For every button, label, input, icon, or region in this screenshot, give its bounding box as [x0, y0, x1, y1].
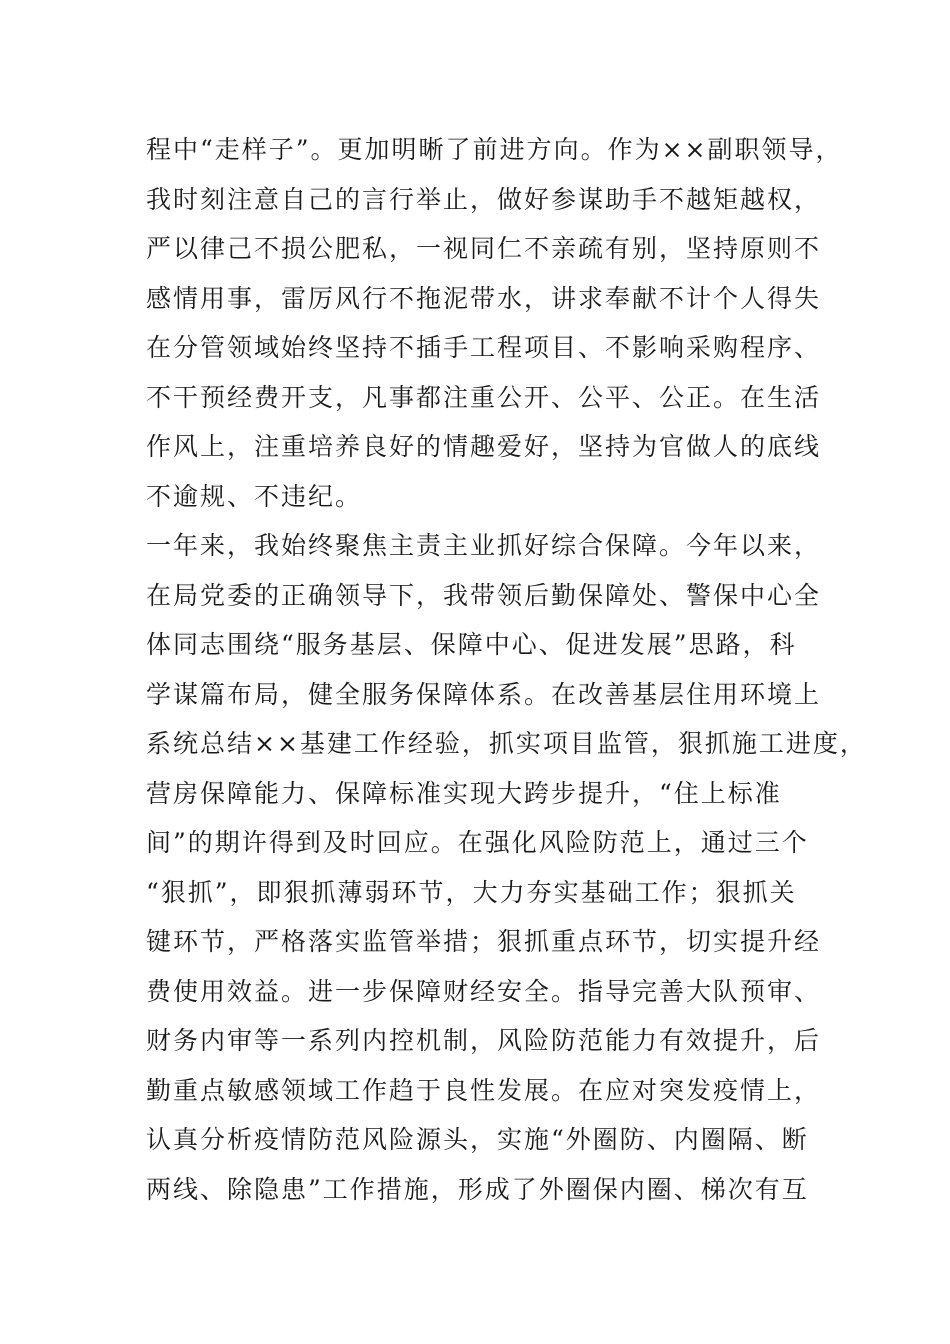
text-line: 程中“走样子”。更加明晰了前进方向。作为××副职领导， [146, 135, 843, 164]
text-line: 在分管领域始终坚持不插手工程项目、不影响采购程序、 [146, 333, 822, 362]
text-line: 严以律己不损公肥私，一视同仁不亲疏有别，坚持原则不 [146, 234, 822, 263]
text-line: 系统总结××基建工作经验，抓实项目监管，狠抓施工进度， [146, 729, 867, 758]
body-text [146, 125, 867, 1214]
text-line: 不逾规、不违纪。 [146, 481, 363, 511]
text-line: 不干预经费开支，凡事都注重公开、公平、公正。在生活 [146, 382, 822, 412]
text-line: 一年来，我始终聚焦主责主业抓好综合保障。今年以来， [146, 531, 822, 560]
text-line: 作风上，注重培养良好的情趣爱好，坚持为官做人的底线 [146, 432, 822, 461]
text-line: 体同志围绕“服务基层、保障中心、促进发展”思路，科 [146, 630, 797, 659]
text-line: 我时刻注意自己的言行举止，做好参谋助手不越矩越权， [146, 184, 822, 214]
text-line: “狠抓”，即狠抓薄弱环节，大力夯实基础工作；狠抓关 [146, 877, 797, 907]
text-line: 在局党委的正确领导下，我带领后勤保障处、警保中心全 [146, 580, 822, 610]
text-line: 间”的期许得到及时回应。在强化风险防范上，通过三个 [146, 828, 809, 857]
text-line: 财务内审等一系列内控机制，风险防范能力有效提升，后 [146, 1026, 822, 1055]
text-line: 勤重点敏感领域工作趋于良性发展。在应对突发疫情上， [146, 1075, 822, 1105]
text-line: 认真分析疫情防范风险源头，实施“外圈防、内圈隔、断 [146, 1125, 809, 1154]
text-line: 两线、除隐患”工作措施，形成了外圈保内圈、梯次有互 [146, 1174, 809, 1204]
text-line: 营房保障能力、保障标准实现大跨步提升，“住上标准 [146, 778, 782, 808]
text-line: 感情用事，雷厉风行不拖泥带水，讲求奉献不计个人得失 [146, 283, 822, 313]
text-line: 费使用效益。进一步保障财经安全。指导完善大队预审、 [146, 976, 822, 1006]
text-line: 键环节，严格落实监管举措；狠抓重点环节，切实提升经 [146, 927, 822, 956]
text-line: 学谋篇布局，健全服务保障体系。在改善基层住用环境上 [146, 679, 822, 709]
